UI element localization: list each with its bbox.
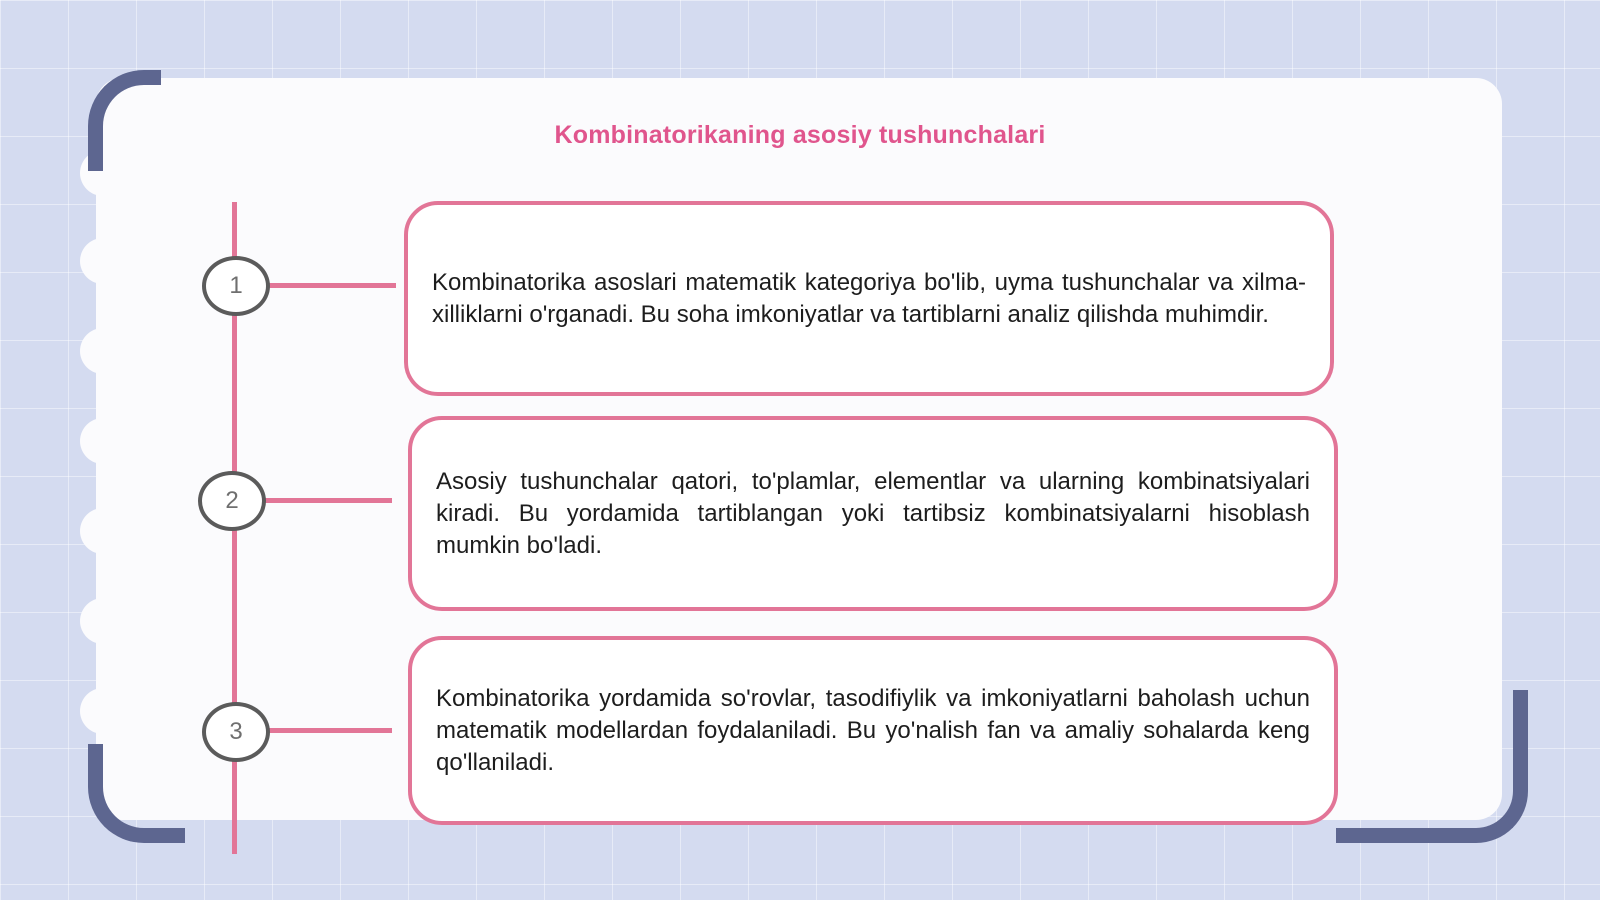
step-number-marker: 3 <box>202 702 270 762</box>
step-box <box>408 416 1338 611</box>
step-box <box>404 201 1334 396</box>
card-scallop <box>80 508 126 554</box>
step-box <box>408 636 1338 825</box>
step-description: Asosiy tushunchalar qatori, to'plamlar, elementlar va ularning kombinatsiyalari kiradi. Bu yordamida tartiblangan yoki tartibsiz kombinatsiyalarni hisoblash mumkin bo'ladi. <box>436 467 1310 559</box>
timeline-connector <box>266 728 392 733</box>
step-number-marker: 2 <box>198 471 266 531</box>
corner-bracket-bottom-right <box>1336 690 1528 843</box>
card-scallop <box>80 418 126 464</box>
timeline-connector <box>266 283 396 288</box>
timeline-connector <box>264 498 392 503</box>
slide-title: Kombinatorikaning asosiy tushunchalari <box>554 121 1046 149</box>
card-scallop <box>80 688 126 734</box>
step-description: Kombinatorika yordamida so'rovlar, tasodifiylik va imkoniyatlarni baholash uchun matematik modellardan foydalaniladi. Bu yo'nalish fan va amaliy sohalarda keng qo'llaniladi. <box>436 684 1310 776</box>
card-scallop <box>80 238 126 284</box>
card-scallop <box>80 328 126 374</box>
card-scallop <box>80 598 126 644</box>
step-description: Kombinatorika asoslari matematik kategoriya bo'lib, uyma tushunchalar va xilma-xilliklarni o'rganadi. Bu soha imkoniyatlar va tartiblarni analiz qilishda muhimdir. <box>432 268 1306 328</box>
step-number-marker: 1 <box>202 256 270 316</box>
corner-bracket-bottom-left <box>88 744 185 843</box>
